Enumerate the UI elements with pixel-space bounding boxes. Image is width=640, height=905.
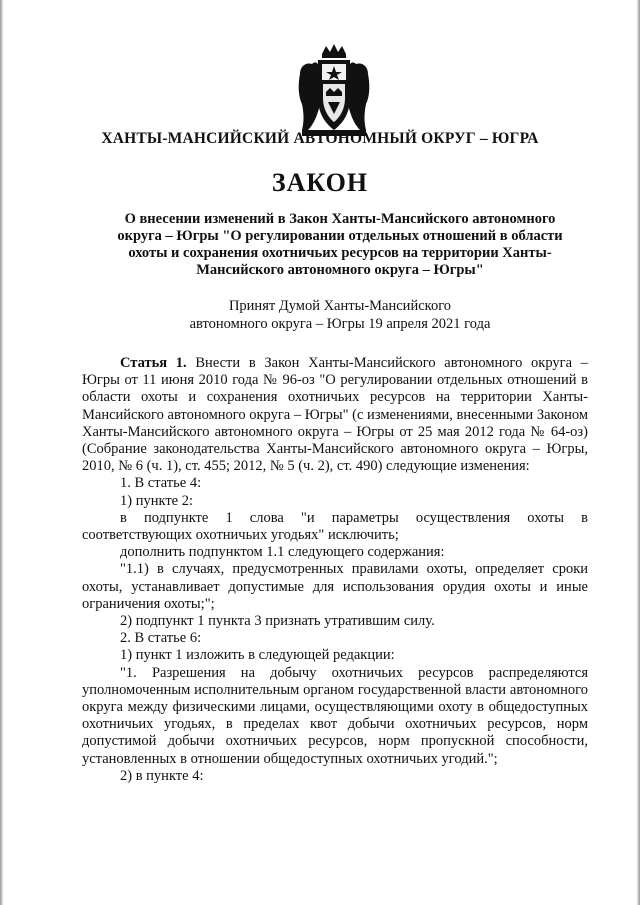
adoption-line-2: автономного округа – Югры 19 апреля 2021 года: [189, 316, 491, 332]
article-intro-text: Внести в Закон Ханты-Мансийского автономного округа – Югры от 11 июня 2010 года № 96-оз "О регулировании отдельных отношений в области охоты и сохранения охотничьих ресурсов на территории Ханты-Мансийского автономного округа – Югры" (с изменениями, внесенными Законом Ханты-Мансийского автономного округа – Югры от 25 мая 2012 года № 64-оз) (Собрание законодательства Ханты-Мансийского автономного округа – Югры, 2010, № 6 (ч. 1), ст. 455; 2012, № 5 (ч. 2), ст. 490) следующие изменения:: [82, 355, 589, 475]
paragraph: дополнить подпунктом 1.1 следующего содержания:: [120, 544, 445, 561]
adoption-line-1: Принят Думой Ханты-Мансийского: [228, 298, 452, 314]
coat-of-arms-icon: [296, 44, 372, 140]
adoption-note: [150, 297, 530, 333]
document-type: ЗАКОН: [271, 168, 369, 197]
paragraph: 1) пункт 1 изложить в следующей редакции:: [120, 647, 395, 664]
paragraph: "1.1) в случаях, предусмотренных правилами охоты, определяет сроки охоты, устанавливает допустимые для использования орудия охоты и иные ограничения охоты;";: [82, 561, 588, 612]
article-1-intro: [82, 355, 588, 475]
article-label: Статья 1.: [120, 355, 187, 371]
paragraph: 1) пункте 2:: [120, 492, 194, 509]
paragraph: 2. В статье 6:: [120, 630, 202, 647]
paragraph: 1. В статье 4:: [120, 475, 202, 492]
article-1: [82, 355, 588, 785]
law-title: О внесении изменений в Закон Ханты-Мансийского автономного округа – Югры "О регулировании отдельных отношений в области охоты и сохранения охотничьих ресурсов на территории Ханты-Мансийского автономного округа – Югры": [117, 211, 563, 278]
paragraph: 2) в пункте 4:: [120, 767, 204, 784]
paragraph: 2) подпункт 1 пункта 3 признать утратившим силу.: [120, 613, 435, 630]
region-title: ХАНТЫ-МАНСИЙСКИЙ АВТОНОМНЫЙ ОКРУГ – ЮГРА: [101, 130, 539, 147]
paragraph: в подпункте 1 слова "и параметры осуществления охоты в соответствующих охотничьих угодьях" исключить;: [82, 509, 588, 544]
paragraph: "1. Разрешения на добычу охотничьих ресурсов распределяются уполномоченным исполнительным органом государственной власти автономного округа между физическими лицами, осуществляющими охоту в общедоступных охотничьих угодьях, в пределах квот добычи охотничьих ресурсов, норм допустимой добычи охотничьих ресурсов, норм пропускной способности, установленных в отношении общедоступных охотничьих угодий.";: [82, 664, 588, 767]
